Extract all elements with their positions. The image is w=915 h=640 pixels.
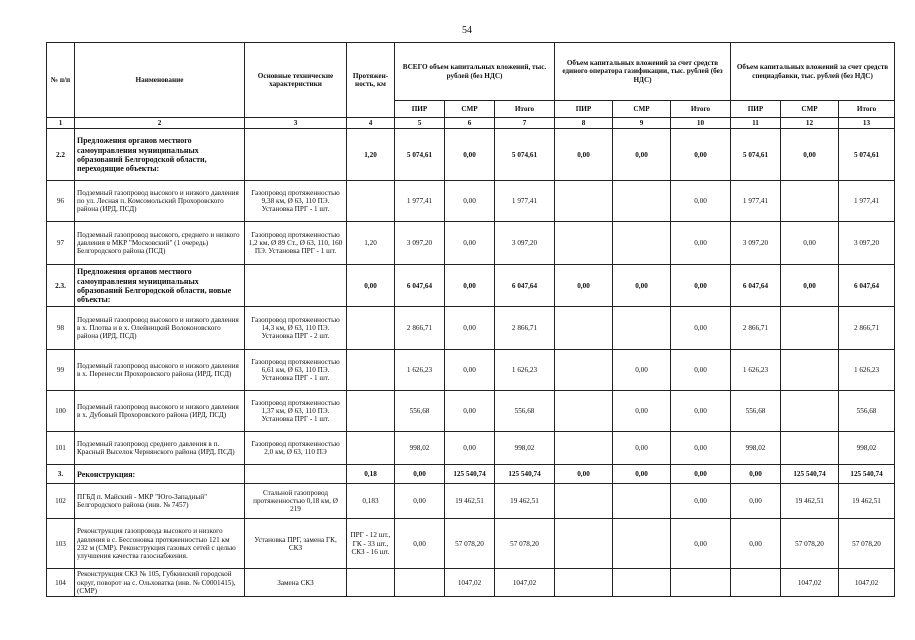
row-tech-specs: Газопровод протяженностью 2,0 км, Ø 63, 110 ПЭ — [245, 432, 347, 465]
total-smr: 57 078,20 — [445, 519, 495, 569]
total-smr: 1047,02 — [445, 569, 495, 597]
operator-pir — [555, 307, 613, 350]
special-pir: 6 047,64 — [731, 265, 781, 307]
row-tech-specs: Газопровод протяженностью 14,3 км, Ø 63, 110 ПЭ. Установка ПРГ - 2 шт. — [245, 307, 347, 350]
operator-sum: 0,00 — [671, 307, 731, 350]
section-row — [47, 265, 895, 307]
row-number: 97 — [47, 222, 75, 265]
header-tech: Основные технические характеристики — [245, 43, 347, 118]
row-length — [347, 307, 395, 350]
operator-smr: 0,00 — [613, 465, 671, 484]
row-number: 100 — [47, 391, 75, 432]
operator-pir — [555, 432, 613, 465]
operator-smr: 0,00 — [613, 432, 671, 465]
table-row — [47, 222, 895, 265]
operator-pir — [555, 391, 613, 432]
subheader-pir: ПИР — [555, 101, 613, 118]
total-pir: 998,02 — [395, 432, 445, 465]
operator-smr: 0,00 — [613, 265, 671, 307]
total-sum: 6 047,64 — [495, 265, 555, 307]
page-number: 54 — [462, 25, 472, 36]
total-smr: 125 540,74 — [445, 465, 495, 484]
total-sum: 998,02 — [495, 432, 555, 465]
row-name: Подземный газопровод высокого, среднего и низкого давления в МКР "Московский" (1 очередь) Белгородского района (ПСД) — [75, 222, 245, 265]
special-pir: 5 074,61 — [731, 129, 781, 181]
total-sum: 125 540,74 — [495, 465, 555, 484]
total-pir — [395, 569, 445, 597]
operator-sum — [671, 569, 731, 597]
column-index: 13 — [839, 118, 895, 129]
operator-smr: 0,00 — [613, 129, 671, 181]
operator-smr — [613, 222, 671, 265]
total-sum: 3 097,20 — [495, 222, 555, 265]
header-special-group: Объем капитальных вложений за счет средств специадбавки, тыс. рублей (без НДС) — [731, 43, 895, 101]
special-pir: 0,00 — [731, 465, 781, 484]
special-pir — [731, 569, 781, 597]
section-row — [47, 129, 895, 181]
special-pir: 0,00 — [731, 484, 781, 519]
total-sum: 1047,02 — [495, 569, 555, 597]
total-smr: 0,00 — [445, 181, 495, 222]
special-sum: 1 626,23 — [839, 350, 895, 391]
row-length — [347, 391, 395, 432]
row-name: Подземный газопровод высокого и низкого давления по ул. Лесная п. Комсомольский Прохоровского района (ИРД, ПСД) — [75, 181, 245, 222]
operator-smr: 0,00 — [613, 350, 671, 391]
subheader-total: Итого — [839, 101, 895, 118]
subheader-smr: СМР — [445, 101, 495, 118]
special-sum: 19 462,51 — [839, 484, 895, 519]
table-body — [47, 129, 895, 597]
operator-sum: 0,00 — [671, 519, 731, 569]
row-tech-specs: Газопровод протяженностью 9,38 км, Ø 63, 110 ПЭ. Установка ПРГ - 1 шт. — [245, 181, 347, 222]
operator-pir — [555, 350, 613, 391]
total-sum: 2 866,71 — [495, 307, 555, 350]
operator-smr — [613, 519, 671, 569]
total-pir: 556,68 — [395, 391, 445, 432]
table-row — [47, 181, 895, 222]
operator-pir: 0,00 — [555, 129, 613, 181]
operator-pir — [555, 484, 613, 519]
table-row — [47, 307, 895, 350]
special-smr — [781, 307, 839, 350]
special-smr: 19 462,51 — [781, 484, 839, 519]
row-number: 102 — [47, 484, 75, 519]
subheader-pir: ПИР — [395, 101, 445, 118]
total-pir: 6 047,64 — [395, 265, 445, 307]
row-tech-specs — [245, 265, 347, 307]
subheader-total: Итого — [671, 101, 731, 118]
total-smr: 0,00 — [445, 129, 495, 181]
row-name: ПГБД п. Майский - МКР "Юго-Западный" Белгородского района (инв. № 7457) — [75, 484, 245, 519]
row-length — [347, 569, 395, 597]
operator-sum: 0,00 — [671, 181, 731, 222]
special-pir: 1 626,23 — [731, 350, 781, 391]
operator-smr — [613, 484, 671, 519]
row-length — [347, 181, 395, 222]
column-index: 1 — [47, 118, 75, 129]
header-length: Протяжен-ность, км — [347, 43, 395, 118]
row-number: 103 — [47, 519, 75, 569]
subheader-smr: СМР — [781, 101, 839, 118]
column-index: 2 — [75, 118, 245, 129]
operator-pir — [555, 222, 613, 265]
column-index: 4 — [347, 118, 395, 129]
row-length: 0,18 — [347, 465, 395, 484]
subheader-pir: ПИР — [731, 101, 781, 118]
column-index: 6 — [445, 118, 495, 129]
special-smr — [781, 181, 839, 222]
row-length: 1,20 — [347, 129, 395, 181]
operator-pir — [555, 569, 613, 597]
special-sum: 1047,02 — [839, 569, 895, 597]
special-sum: 57 078,20 — [839, 519, 895, 569]
row-name: Подземный газопровод высокого и низкого давления в х. Плотва и в х. Олейницкий Волоконовского района (ИРД, ПСД) — [75, 307, 245, 350]
total-pir: 3 097,20 — [395, 222, 445, 265]
operator-smr — [613, 569, 671, 597]
total-smr: 0,00 — [445, 265, 495, 307]
special-sum: 6 047,64 — [839, 265, 895, 307]
header-operator-group: Объем капитальных вложений за счет средств единого оператора газификации, тыс. рублей (без НДС) — [555, 43, 731, 101]
header-name: Наименование — [75, 43, 245, 118]
special-pir: 998,02 — [731, 432, 781, 465]
special-sum: 3 097,20 — [839, 222, 895, 265]
special-sum: 5 074,61 — [839, 129, 895, 181]
table-row — [47, 569, 895, 597]
row-tech-specs: Замена СКЗ — [245, 569, 347, 597]
special-smr: 0,00 — [781, 222, 839, 265]
total-sum: 19 462,51 — [495, 484, 555, 519]
total-sum: 556,68 — [495, 391, 555, 432]
operator-pir — [555, 519, 613, 569]
row-tech-specs: Стальной газопровод протяженностью 0,18 км, Ø 219 — [245, 484, 347, 519]
special-smr: 1047,02 — [781, 569, 839, 597]
total-smr: 0,00 — [445, 432, 495, 465]
subheader-total: Итого — [495, 101, 555, 118]
total-pir: 0,00 — [395, 519, 445, 569]
total-sum: 57 078,20 — [495, 519, 555, 569]
operator-sum: 0,00 — [671, 350, 731, 391]
capital-investment-table — [46, 42, 895, 597]
special-pir: 3 097,20 — [731, 222, 781, 265]
row-number: 99 — [47, 350, 75, 391]
row-number: 3. — [47, 465, 75, 484]
operator-sum: 0,00 — [671, 265, 731, 307]
column-index: 7 — [495, 118, 555, 129]
column-index: 11 — [731, 118, 781, 129]
special-smr: 125 540,74 — [781, 465, 839, 484]
column-index: 3 — [245, 118, 347, 129]
total-pir: 1 626,23 — [395, 350, 445, 391]
total-pir: 0,00 — [395, 484, 445, 519]
row-number: 2.2 — [47, 129, 75, 181]
total-smr: 0,00 — [445, 391, 495, 432]
row-number: 104 — [47, 569, 75, 597]
operator-sum: 0,00 — [671, 391, 731, 432]
total-pir: 2 866,71 — [395, 307, 445, 350]
special-sum: 556,68 — [839, 391, 895, 432]
subheader-smr: СМР — [613, 101, 671, 118]
header-total-group: ВСЕГО объем капитальных вложений, тыс. рублей (без НДС) — [395, 43, 555, 101]
special-smr: 0,00 — [781, 129, 839, 181]
table-row — [47, 432, 895, 465]
operator-smr — [613, 307, 671, 350]
total-smr: 19 462,51 — [445, 484, 495, 519]
column-index: 5 — [395, 118, 445, 129]
operator-sum: 0,00 — [671, 432, 731, 465]
row-tech-specs: Газопровод протяженностью 1,37 км, Ø 63, 110 ПЭ. Установка ПРГ - 1 шт. — [245, 391, 347, 432]
total-sum: 1 977,41 — [495, 181, 555, 222]
row-tech-specs — [245, 465, 347, 484]
row-tech-specs: Газопровод протяженностью 1,2 км, Ø 89 Ст., Ø 63, 110, 160 ПЭ. Установка ПРГ - 1 шт. — [245, 222, 347, 265]
operator-smr — [613, 181, 671, 222]
special-smr — [781, 432, 839, 465]
column-index: 9 — [613, 118, 671, 129]
row-name: Реконструкция: — [75, 465, 245, 484]
total-sum: 1 626,23 — [495, 350, 555, 391]
total-sum: 5 074,61 — [495, 129, 555, 181]
operator-sum: 0,00 — [671, 484, 731, 519]
special-sum: 1 977,41 — [839, 181, 895, 222]
table-row — [47, 519, 895, 569]
operator-sum: 0,00 — [671, 465, 731, 484]
row-name: Предложения органов местного самоуправления муниципальных образований Белгородской области, переходящие объекты: — [75, 129, 245, 181]
row-length: 0,183 — [347, 484, 395, 519]
row-tech-specs: Установка ПРГ, замена ГК, СКЗ — [245, 519, 347, 569]
total-smr: 0,00 — [445, 222, 495, 265]
total-pir: 5 074,61 — [395, 129, 445, 181]
special-smr: 57 078,20 — [781, 519, 839, 569]
row-number: 96 — [47, 181, 75, 222]
total-pir: 0,00 — [395, 465, 445, 484]
special-smr — [781, 391, 839, 432]
special-pir: 0,00 — [731, 519, 781, 569]
row-number: 101 — [47, 432, 75, 465]
row-name: Подземный газопровод среднего давления в п. Красный Выселок Чернянского района (ИРД, ПСД) — [75, 432, 245, 465]
table-row — [47, 391, 895, 432]
total-smr: 0,00 — [445, 307, 495, 350]
row-length: 0,00 — [347, 265, 395, 307]
row-length: ПРГ - 12 шт., ГК - 33 шт., СКЗ - 16 шт. — [347, 519, 395, 569]
row-number: 2.3. — [47, 265, 75, 307]
row-length: 1,20 — [347, 222, 395, 265]
row-name: Реконструкция СКЗ № 105, Губкинский городской округ, поворот на с. Ольховатка (инв. № С0001415), (СМР) — [75, 569, 245, 597]
operator-smr: 0,00 — [613, 391, 671, 432]
special-pir: 1 977,41 — [731, 181, 781, 222]
special-sum: 125 540,74 — [839, 465, 895, 484]
total-pir: 1 977,41 — [395, 181, 445, 222]
special-smr: 0,00 — [781, 265, 839, 307]
row-number: 98 — [47, 307, 75, 350]
operator-sum: 0,00 — [671, 129, 731, 181]
row-length — [347, 350, 395, 391]
special-sum: 2 866,71 — [839, 307, 895, 350]
table-row — [47, 350, 895, 391]
column-index: 10 — [671, 118, 731, 129]
operator-sum: 0,00 — [671, 222, 731, 265]
row-name: Реконструкция газопровода высокого и низкого давления в с. Бессоновка протяженностью 121 км 232 м (СМР). Реконструкция газовых сетей с целью улучшения качества газоснабжения. — [75, 519, 245, 569]
total-smr: 0,00 — [445, 350, 495, 391]
header-num: № п/п — [47, 43, 75, 118]
table-row — [47, 484, 895, 519]
row-tech-specs — [245, 129, 347, 181]
row-name: Подземный газопровод высокого и низкого давления в х. Дубовый Прохоровского района (ИРД, ПСД) — [75, 391, 245, 432]
section-row — [47, 465, 895, 484]
special-smr — [781, 350, 839, 391]
row-tech-specs: Газопровод протяженностью 6,61 км, Ø 63, 110 ПЭ. Установка ПРГ - 1 шт. — [245, 350, 347, 391]
special-sum: 998,02 — [839, 432, 895, 465]
column-index: 12 — [781, 118, 839, 129]
operator-pir: 0,00 — [555, 465, 613, 484]
column-index: 8 — [555, 118, 613, 129]
special-pir: 556,68 — [731, 391, 781, 432]
row-length — [347, 432, 395, 465]
row-name: Подземный газопровод высокого и низкого давления в х. Перенесли Прохоровского района (ИРД, ПСД) — [75, 350, 245, 391]
special-pir: 2 866,71 — [731, 307, 781, 350]
operator-pir: 0,00 — [555, 265, 613, 307]
operator-pir — [555, 181, 613, 222]
row-name: Предложения органов местного самоуправления муниципальных образований Белгородской области, новые объекты: — [75, 265, 245, 307]
